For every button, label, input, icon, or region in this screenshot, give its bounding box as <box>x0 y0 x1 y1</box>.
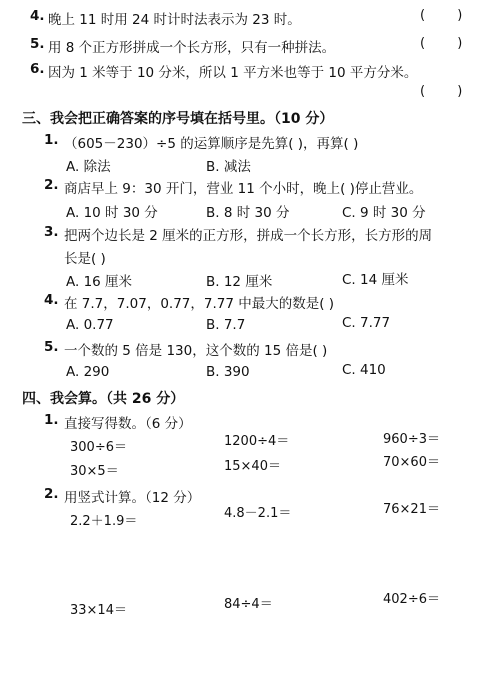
mc-q3-option-c[interactable]: C. 14 厘米 <box>342 272 409 288</box>
mc-q3-number: 3. <box>44 224 59 240</box>
mc-q5-text: 一个数的 5 倍是 130，这个数的 15 倍是( ) <box>64 343 328 359</box>
calc-p2-expr-6: 402÷6＝ <box>383 592 440 607</box>
mc-q3-option-a[interactable]: A. 16 厘米 <box>66 274 133 290</box>
mc-q5-number: 5. <box>44 339 59 355</box>
calc-p2-expr-5: 84÷4＝ <box>224 597 273 612</box>
mc-q5-option-a[interactable]: A. 290 <box>66 364 110 380</box>
mc-q2-option-c[interactable]: C. 9 时 30 分 <box>342 205 426 221</box>
mc-q4-text: 在 7.7，7.07，0.77，7.77 中最大的数是( ) <box>64 296 335 312</box>
calc-p2-expr-1: 2.2＋1.9＝ <box>70 514 138 529</box>
mc-q4-option-b[interactable]: B. 7.7 <box>206 317 246 333</box>
mc-q4-option-a[interactable]: A. 0.77 <box>66 317 114 333</box>
calc-p1-number: 1. <box>44 412 59 428</box>
mc-q3-text: 把两个边长是 2 厘米的正方形，拼成一个长方形，长方形的周 <box>64 228 433 244</box>
calc-p2-number: 2. <box>44 486 59 502</box>
tf-item-6-answer-paren[interactable]: ( ) <box>420 84 477 99</box>
mc-q3-option-b[interactable]: B. 12 厘米 <box>206 274 273 290</box>
calc-p1-expr-4: 30×5＝ <box>70 464 119 479</box>
tf-item-4-number: 4. <box>30 8 45 24</box>
tf-item-4-answer-paren[interactable]: ( ) <box>420 8 477 23</box>
mc-q5-option-c[interactable]: C. 410 <box>342 362 386 378</box>
tf-item-6-text: 因为 1 米等于 10 分米，所以 1 平方米也等于 10 平方分米。 <box>48 65 418 81</box>
calc-p2-expr-3: 76×21＝ <box>383 502 440 517</box>
calc-p1-expr-2: 1200÷4＝ <box>224 434 290 449</box>
tf-item-4-text: 晚上 11 时用 24 时计时法表示为 23 时。 <box>48 12 301 28</box>
mc-q2-option-b[interactable]: B. 8 时 30 分 <box>206 205 290 221</box>
mc-q1-text: （605－230）÷5 的运算顺序是先算( )，再算( ) <box>64 136 359 152</box>
calc-p1-expr-5: 15×40＝ <box>224 459 281 474</box>
calc-p2-expr-2: 4.8－2.1＝ <box>224 506 292 521</box>
mc-q2-option-a[interactable]: A. 10 时 30 分 <box>66 205 158 221</box>
mc-q2-number: 2. <box>44 177 59 193</box>
calc-p1-expr-3: 960÷3＝ <box>383 432 440 447</box>
tf-item-5-text: 用 8 个正方形拼成一个长方形，只有一种拼法。 <box>48 40 336 56</box>
mc-q1-option-a[interactable]: A. 除法 <box>66 159 111 175</box>
mc-q1-option-b[interactable]: B. 减法 <box>206 159 251 175</box>
mc-q5-option-b[interactable]: B. 390 <box>206 364 250 380</box>
calc-p2-title: 用竖式计算。（12 分） <box>64 490 201 506</box>
section-4-heading: 四、我会算。（共 26 分） <box>22 391 185 407</box>
tf-item-5-answer-paren[interactable]: ( ) <box>420 36 477 51</box>
calc-p2-expr-4: 33×14＝ <box>70 603 127 618</box>
mc-q1-number: 1. <box>44 132 59 148</box>
calc-p1-expr-6: 70×60＝ <box>383 455 440 470</box>
tf-item-6-number: 6. <box>30 61 45 77</box>
calc-p1-title: 直接写得数。（6 分） <box>64 416 192 432</box>
mc-q4-number: 4. <box>44 292 59 308</box>
section-3-heading: 三、我会把正确答案的序号填在括号里。（10 分） <box>22 111 334 127</box>
mc-q2-text: 商店早上 9：30 开门，营业 11 个小时，晚上( )停止营业。 <box>64 181 423 197</box>
mc-q3-text-cont: 长是( ) <box>64 251 106 267</box>
tf-item-5-number: 5. <box>30 36 45 52</box>
calc-p1-expr-1: 300÷6＝ <box>70 440 127 455</box>
mc-q4-option-c[interactable]: C. 7.77 <box>342 315 391 331</box>
